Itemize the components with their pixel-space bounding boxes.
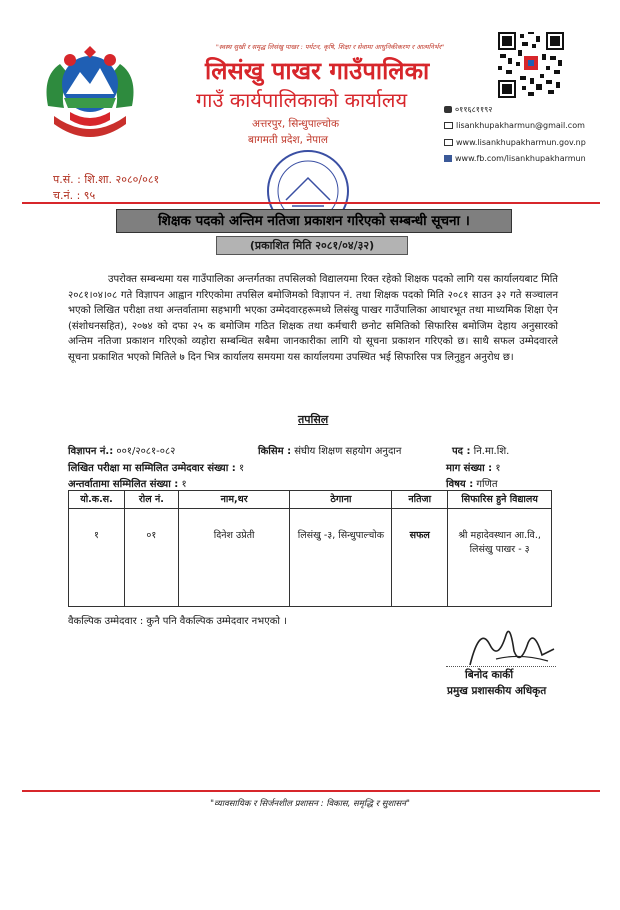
subject-value: गणित bbox=[476, 479, 498, 490]
col-header-roll: रोल नं. bbox=[124, 491, 178, 509]
advert-type bbox=[258, 443, 401, 457]
header-divider bbox=[22, 202, 600, 204]
notice-title: शिक्षक पदको अन्तिम नतिजा प्रकाशन गरिएको सम्बन्धी सूचना । bbox=[116, 209, 512, 233]
table-header-row bbox=[69, 491, 552, 509]
cell-result: सफल bbox=[392, 509, 448, 607]
header-slogan: "स्वस्थ सुखी र समृद्ध लिसंखु पाखर : पर्यटन, कृषि, शिक्षा र सेवामा आधुनिकीकरण र आत्मनिर्भर" bbox=[215, 43, 445, 51]
post-value: नि.मा.शि. bbox=[473, 446, 510, 457]
phone-icon bbox=[444, 106, 452, 113]
email-line bbox=[444, 121, 585, 130]
col-header-name: नाम,थर bbox=[178, 491, 290, 509]
result-table bbox=[68, 490, 552, 607]
signature-line bbox=[446, 666, 556, 667]
col-header-address: ठेगाना bbox=[290, 491, 392, 509]
cell-name: दिनेश उप्रेती bbox=[178, 509, 290, 607]
cell-serial: १ bbox=[69, 509, 125, 607]
advert-label: विज्ञापन नं.: bbox=[68, 446, 114, 457]
subject-label: विषय : bbox=[446, 479, 474, 490]
demand-value: १ bbox=[495, 463, 501, 474]
address-line-2: बागमती प्रदेश, नेपाल bbox=[248, 134, 328, 146]
footer-divider bbox=[22, 790, 600, 792]
cell-address: लिसंखु -३, सिन्धुपाल्चोक bbox=[290, 509, 392, 607]
signatory-title: प्रमुख प्रशासकीय अधिकृत bbox=[447, 685, 547, 697]
signatory-name: बिनोद कार्की bbox=[465, 669, 514, 681]
written-value: १ bbox=[239, 463, 245, 474]
phone-line bbox=[444, 104, 492, 115]
cell-roll: ०१ bbox=[124, 509, 178, 607]
facebook-url: www.fb.com/lisankhupakharmun bbox=[455, 154, 586, 163]
web-icon bbox=[444, 139, 453, 146]
advert-number bbox=[68, 443, 175, 457]
facebook-icon bbox=[444, 155, 452, 162]
address-line-1: अत्तरपुर, सिन्धुपाल्चोक bbox=[252, 118, 340, 130]
qr-code-icon bbox=[498, 32, 564, 98]
col-header-result: नतिजा bbox=[392, 491, 448, 509]
dispatch-number: च.नं. : ९५ bbox=[53, 189, 96, 202]
cell-school: श्री महादेवस्थान आ.वि., लिसंखु पाखर - ३ bbox=[448, 509, 552, 607]
col-header-school: सिफारिस हुने विद्यालय bbox=[448, 491, 552, 509]
reference-number: प.सं. : शि.शा. २०८०/०८१ bbox=[53, 173, 160, 186]
details-heading: तपसिल bbox=[298, 413, 329, 426]
office-title: गाउँ कार्यपालिकाको कार्यालय bbox=[196, 88, 408, 112]
website-url: www.lisankhupakharmun.gov.np bbox=[456, 138, 586, 147]
table-row bbox=[69, 509, 552, 607]
mail-icon bbox=[444, 122, 453, 129]
interview-value: १ bbox=[181, 479, 187, 490]
interview-label: अन्तर्वातामा सम्मिलित संख्या : bbox=[68, 479, 179, 490]
website-line bbox=[444, 138, 586, 147]
email-address: lisankhupakharmun@gmail.com bbox=[456, 121, 585, 130]
advert-value: ००१/२०८१-०८२ bbox=[116, 446, 176, 457]
phone-number: ०११६८११९२ bbox=[455, 105, 493, 114]
demand-count bbox=[446, 460, 501, 474]
alternate-candidate: वैकल्पिक उम्मेदवार : कुनै पनि वैकल्पिक उम्मेदवार नभएको । bbox=[68, 616, 287, 627]
written-label: लिखित परीक्षा मा सम्मिलित उम्मेदवार संख्या : bbox=[68, 463, 236, 474]
written-exam-count bbox=[68, 460, 244, 474]
subject bbox=[446, 476, 498, 490]
notice-body: उपरोक्त सम्बन्धमा यस गाउँपालिका अन्तर्गतका तपसिलको विद्यालयमा रिक्त रहेको शिक्षक पदको लागि यस कार्यालयबाट मिति २०८१।०४।०८ गते विज्ञापन आह्वान गरिएकोमा तपसिल बमोजिमको विज्ञापन नं. तथा शिक्षक पदको मिति २०८१ साउन ३२ गते सञ्चालन भएको लिखित परीक्षा तथा अन्तर्वातामा सहभागी भएका उम्मेदवारहरूमध्ये लिसंखु पाखर गाउँपालिका आधारभूत तथा माध्यमिक शिक्षा ऐन (संशोधनसहित), २०७४ को दफा २५ क बमोजिम गठित शिक्षक तथा कर्मचारी छनोट समितिको सिफारिस बमोजिम देहाय अनुसारको अन्तिम नतिजा प्रकाशन गरिएको व्यहोरा सम्बन्धित सबैमा जानकारीका लागि यो सूचना प्रकाशन गरिएको छ। साथै सफल उम्मेदवारले सूचना प्रकाशित भएको मितिले ७ दिन भित्र कार्यालय समयमा यस कार्यालयमा उपस्थित भई सिफारिस पत्र लिनुहुन अनुरोध छ। bbox=[68, 274, 558, 363]
facebook-line bbox=[444, 154, 586, 163]
interview-count bbox=[68, 476, 187, 490]
col-header-serial: यो.क.स. bbox=[69, 491, 125, 509]
signature-icon bbox=[450, 615, 570, 671]
municipality-title: लिसंखु पाखर गाउँपालिका bbox=[205, 57, 430, 85]
post-name bbox=[452, 443, 509, 457]
post-label: पद : bbox=[452, 446, 471, 457]
demand-label: माग संख्या : bbox=[446, 463, 493, 474]
published-date: (प्रकाशित मिति २०८१/०४/३२) bbox=[216, 236, 408, 255]
type-label: किसिम : bbox=[258, 446, 292, 457]
type-value: संघीय शिक्षण सहयोग अनुदान bbox=[294, 446, 402, 457]
footer-slogan: "व्यावसायिक र सिर्जनशील प्रशासन : विकास, समृद्धि र सुशासन" bbox=[210, 799, 410, 809]
nepal-emblem-icon bbox=[40, 46, 140, 144]
